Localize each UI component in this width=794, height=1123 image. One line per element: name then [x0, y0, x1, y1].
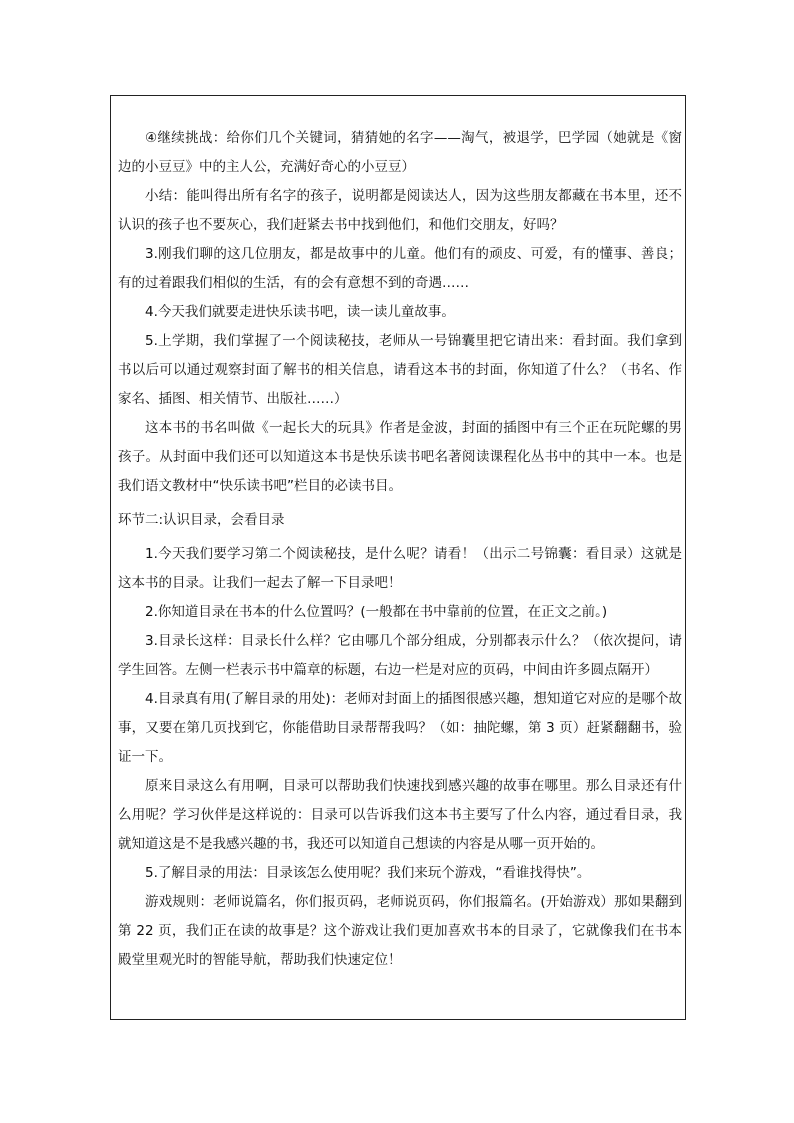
- paragraph-book-intro: 这本书的书名叫做《一起长大的玩具》作者是金波，封面的插图中有三个正在玩陀螺的男孩子。从封面中我们还可以知道这本书是快乐读书吧名著阅读课程化丛书中的其中一本。也是我们语文教材中“快乐读书吧”栏目的必读书目。: [118, 420, 682, 494]
- paragraph-toc-4: 4.目录真有用(了解目录的用处)：老师对封面上的插图很感兴趣，想知道它对应的是哪个故事，又要在第几页找到它，你能借助目录帮帮我吗？（如：抽陀螺，第 3 页）赶紧翻翻书，验证一下。: [118, 691, 682, 765]
- paragraph-toc-usefulness: 原来目录这么有用啊，目录可以帮助我们快速找到感兴趣的故事在哪里。那么目录还有什么用呢？学习伙伴是这样说的：目录可以告诉我们这本书主要写了什么内容，通过看目录，我就知道这是不是我感兴趣的书，我还可以知道自己想读的内容是从哪一页开始的。: [118, 778, 682, 852]
- paragraph-toc-3: 3.目录长这样：目录长什么样？它由哪几个部分组成，分别都表示什么？（依次提问，请学生回答。左侧一栏表示书中篇章的标题，右边一栏是对应的页码，中间由许多圆点隔开）: [118, 633, 682, 678]
- paragraph-toc-1: 1.今天我们要学习第二个阅读秘技，是什么呢？请看！（出示二号锦囊：看目录）这就是这本书的目录。让我们一起去了解一下目录吧！: [118, 546, 682, 591]
- document-body: [118, 124, 682, 975]
- paragraph-continue-challenge: ④继续挑战：给你们几个关键词，猜猜她的名字——淘气，被退学，巴学园（她就是《窗边的小豆豆》中的主人公，充满好奇心的小豆豆）: [118, 130, 682, 175]
- paragraph-toc-2: 2.你知道目录在书本的什么位置吗？(一般都在书中靠前的位置，在正文之前。): [145, 604, 608, 620]
- paragraph-step-4: 4.今天我们就要走进快乐读书吧，读一读儿童故事。: [145, 304, 455, 320]
- paragraph-step-3: 3.刚我们聊的这几位朋友，都是故事中的儿童。他们有的顽皮、可爱，有的懂事、善良；有的过着跟我们相似的生活，有的会有意想不到的奇遇……: [118, 246, 682, 291]
- paragraph-game-rules: 游戏规则：老师说篇名，你们报页码，老师说页码，你们报篇名。(开始游戏）那如果翻到第 22 页，我们正在读的故事是？这个游戏让我们更加喜欢书本的目录了，它就像我们在书本殿堂里观光时的智能导航，帮助我们快速定位！: [118, 894, 682, 968]
- paragraph-toc-5: 5.了解目录的用法：目录该怎么使用呢？我们来玩个游戏，“看谁找得快”。: [145, 865, 591, 881]
- section-title: 环节二:认识目录，会看目录: [118, 512, 285, 528]
- paragraph-summary: 小结：能叫得出所有名字的孩子，说明都是阅读达人，因为这些朋友都藏在书本里，还不认识的孩子也不要灰心，我们赶紧去书中找到他们，和他们交朋友，好吗？: [118, 188, 682, 233]
- paragraph-step-5: 5.上学期，我们掌握了一个阅读秘技，老师从一号锦囊里把它请出来：看封面。我们拿到书以后可以通过观察封面了解书的相关信息，请看这本书的封面，你知道了什么？（书名、作家名、插图、相关情节、出版社……）: [118, 333, 682, 407]
